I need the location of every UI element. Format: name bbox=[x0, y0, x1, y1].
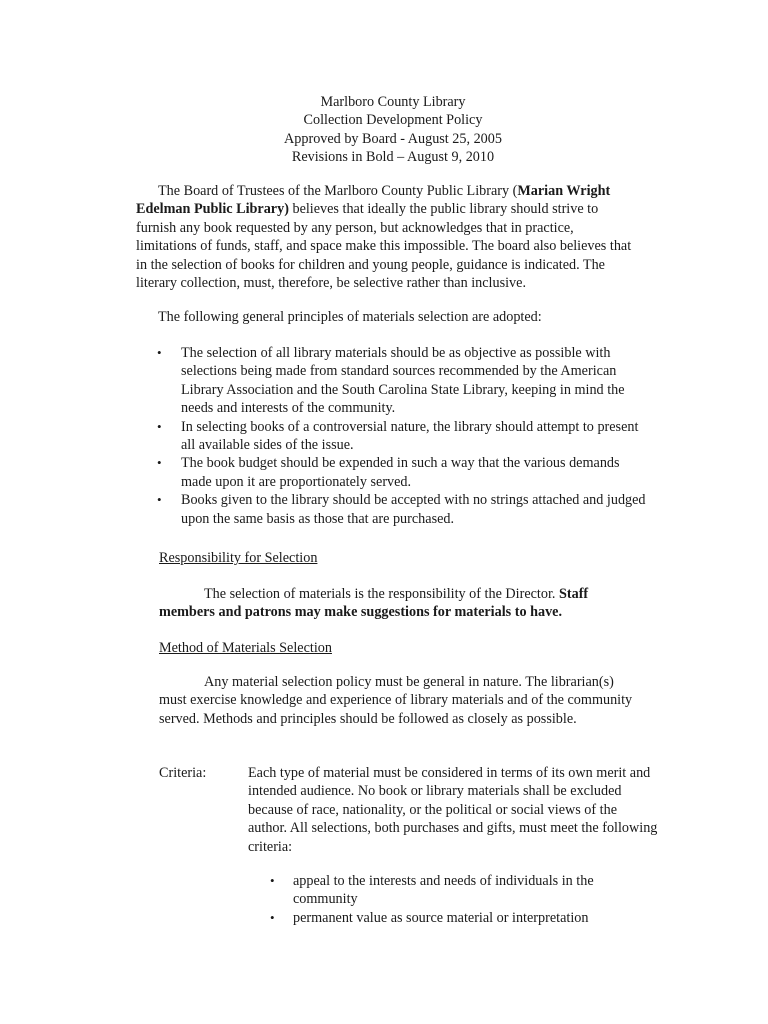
bullet-icon: • bbox=[157, 455, 162, 471]
intro-paragraph bbox=[136, 182, 636, 292]
bullet-icon: • bbox=[157, 492, 162, 508]
list-item-text: Books given to the library should be accepted with no strings attached and judged upon the same basis as those that are purchased. bbox=[181, 492, 646, 527]
list-item bbox=[248, 872, 628, 909]
list-item-text: In selecting books of a controversial nature, the library should attempt to present all available sides of the issue. bbox=[181, 418, 639, 454]
list-item bbox=[136, 344, 650, 418]
intro-bold-library-name: Marian Wright Edelman Public Library) bbox=[136, 183, 611, 218]
criteria-label: Criteria: bbox=[159, 765, 207, 781]
list-item bbox=[136, 491, 650, 528]
method-heading: Method of Materials Selection bbox=[159, 640, 332, 656]
bullet-icon: • bbox=[157, 345, 162, 360]
approval-date: Approved by Board - August 25, 2005 bbox=[284, 130, 502, 147]
criteria-text: Each type of material must be considered in terms of its own merit and intended audience. No book or library materials shall be excluded because of race, nationality, or the political or social views of the author. All selections, both purchases and gifts, must meet the following criteria: bbox=[248, 765, 658, 855]
intro-text-end: believes that ideally the public library should strive to furnish any book requested by any person, but acknowledges that in practice, limitations of funds, staff, and space make this impossible. The board also believes that in the selection of books for children and young people, guidance is indicated. The literary collection, must, therefore, be selective rather than inclusive. bbox=[136, 201, 632, 292]
list-item bbox=[248, 909, 628, 927]
principles-list bbox=[136, 344, 650, 528]
list-item bbox=[136, 454, 650, 491]
list-item-text: appeal to the interests and needs of individuals in the community bbox=[293, 873, 594, 908]
responsibility-text: The selection of materials is the responsibility of the Director. bbox=[204, 586, 559, 602]
method-paragraph: Any material selection policy must be general in nature. The librarian(s) must exercise knowledge and experience of library materials and of the community served. Methods and principles should be followed as closely as possible. bbox=[159, 674, 633, 727]
policy-title: Collection Development Policy bbox=[303, 112, 483, 129]
responsibility-heading: Responsibility for Selection bbox=[159, 550, 318, 566]
bullet-icon: • bbox=[270, 873, 275, 888]
document-header bbox=[0, 93, 768, 167]
intro-text-start: The Board of Trustees of the Marlboro County Public Library ( bbox=[158, 183, 518, 199]
list-item-text: The selection of all library materials should be as objective as possible with selections being made from standard sources recommended by the American Library Association and the South Carolina State Library, keeping in mind the needs and interests of the community. bbox=[181, 345, 625, 417]
library-name: Marlboro County Library bbox=[320, 94, 466, 110]
responsibility-paragraph bbox=[159, 585, 611, 622]
criteria-list bbox=[248, 872, 628, 927]
list-item bbox=[136, 418, 650, 455]
list-item-text: permanent value as source material or interpretation bbox=[293, 909, 589, 926]
principles-intro: The following general principles of materials selection are adopted: bbox=[158, 309, 542, 325]
criteria-list-container bbox=[248, 872, 628, 927]
list-item-text: The book budget should be expended in such a way that the various demands made upon it are proportionately served. bbox=[181, 455, 620, 490]
revision-date: Revisions in Bold – August 9, 2010 bbox=[291, 149, 495, 166]
bullet-icon: • bbox=[157, 418, 162, 434]
responsibility-bold-text: Staff members and patrons may make suggestions for materials to have. bbox=[159, 586, 589, 621]
principles-list-container bbox=[136, 344, 650, 528]
bullet-icon: • bbox=[270, 909, 275, 925]
